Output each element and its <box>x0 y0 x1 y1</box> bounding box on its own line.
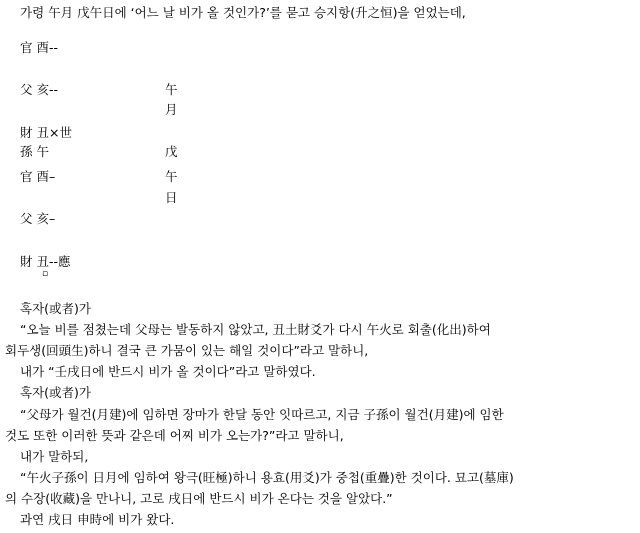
gua-line-6: 父 亥– <box>20 211 56 226</box>
dialog-line: 것도 또한 이러한 뜻과 같은데 어찌 비가 오는가?”라고 말하니, <box>5 428 344 443</box>
day-char-1: 午 <box>165 169 178 184</box>
gua-line-5: 官 酉– <box>20 169 56 184</box>
dialog-line: “父母가 월건(月建)에 임하면 장마가 한달 동안 잇따르고, 지금 子孫이 월건(月建)에 임한 <box>20 407 504 422</box>
gua-line-3: 財 丑×世 <box>20 125 72 140</box>
gua-line-7-mark: ▫ <box>42 269 49 279</box>
dialog-line: “오늘 비를 점쳤는데 父母는 발동하지 않았고, 丑土財爻가 다시 午火로 회출(化出)하여 <box>20 322 491 337</box>
month-char-1: 午 <box>165 82 178 97</box>
day-stem: 戊 <box>165 144 178 159</box>
gua-line-4: 孫 午 <box>20 144 49 159</box>
gua-line-1: 官 酉-- <box>20 40 58 55</box>
intro-line: 가령 午月 戊午日에 ‘어느 날 비가 올 것인가?’를 묻고 승지항(升之恒)을 얻었는데, <box>20 5 466 20</box>
dialog-line: “午火子孫이 日月에 임하여 왕극(旺極)하니 용효(用爻)가 중첩(重疊)한 것이다. 묘고(墓庫) <box>20 470 514 485</box>
dialog-line: 혹자(或者)가 <box>20 385 91 400</box>
month-char-2: 月 <box>165 102 178 117</box>
dialog-line: 내가 “壬戌日에 반드시 비가 올 것이다”라고 말하였다. <box>20 364 316 379</box>
dialog-line: 회두생(回頭生)하니 결국 큰 가뭄이 있는 해일 것이다”라고 말하니, <box>5 343 369 358</box>
dialog-line: 혹자(或者)가 <box>20 301 91 316</box>
dialog-line: 의 수장(收藏)을 만나니, 고로 戌日에 반드시 비가 온다는 것을 알았다.” <box>5 491 393 506</box>
day-char-2: 日 <box>165 190 178 205</box>
dialog-line: 내가 말하되, <box>20 449 89 464</box>
gua-line-2: 父 亥-- <box>20 82 58 97</box>
gua-line-7: 財 丑--應 <box>20 254 71 269</box>
dialog-line: 과연 戌日 申時에 비가 왔다. <box>20 512 175 527</box>
